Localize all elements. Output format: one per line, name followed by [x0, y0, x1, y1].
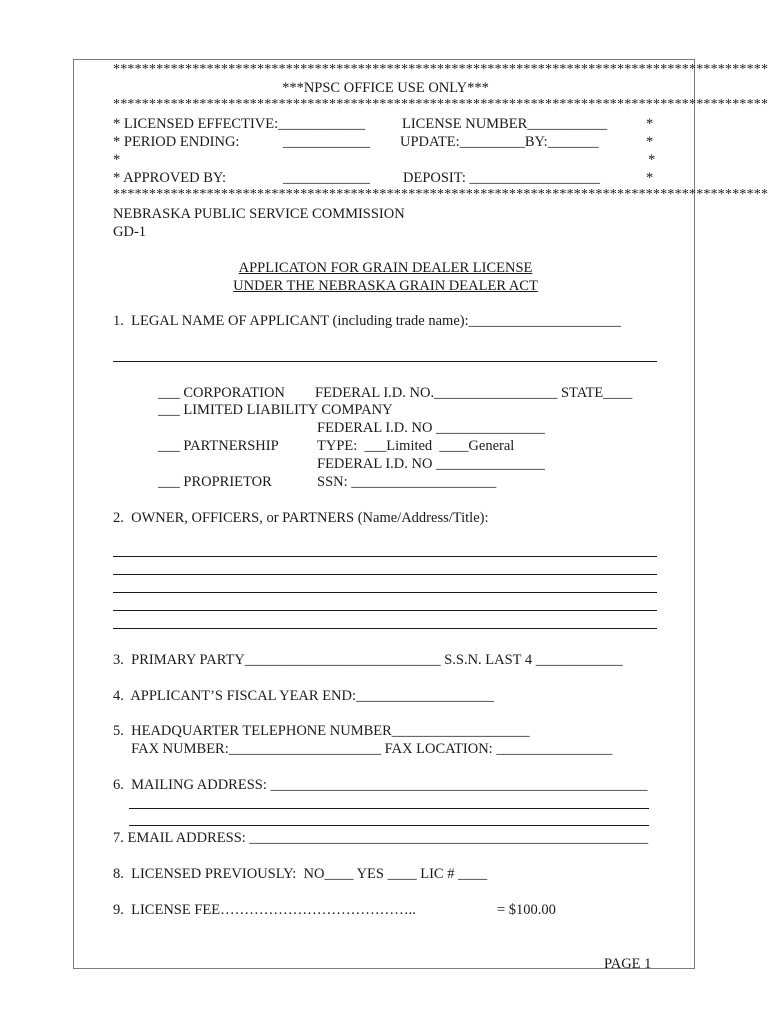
form-title-line1: APPLICATON FOR GRAIN DEALER LICENSE: [238, 260, 533, 276]
period-ending-field[interactable]: ____________: [283, 134, 370, 150]
llc-option[interactable]: ___ LIMITED LIABILITY COMPANY: [158, 402, 393, 418]
licensed-effective-field[interactable]: * LICENSED EFFECTIVE:____________: [113, 116, 366, 132]
star-margin: *: [646, 134, 654, 150]
office-use-title: ***NPSC OFFICE USE ONLY***: [282, 80, 489, 96]
star-margin: *: [113, 152, 121, 168]
corporation-option[interactable]: ___ CORPORATION: [158, 385, 285, 401]
fax-field[interactable]: FAX NUMBER:_____________________ FAX LOCATION: ________________: [113, 741, 613, 757]
page-number: PAGE 1: [604, 956, 652, 972]
star-divider: *******************************************************************************************: [113, 62, 769, 77]
owners-line[interactable]: [113, 574, 657, 575]
owners-line[interactable]: [113, 628, 657, 629]
mailing-address-line[interactable]: [129, 808, 649, 809]
llc-federal-id-field[interactable]: FEDERAL I.D. NO _______________: [317, 420, 545, 436]
corporation-federal-id-field[interactable]: FEDERAL I.D. NO._________________ STATE____: [315, 385, 633, 401]
mailing-address-line[interactable]: [129, 825, 649, 826]
period-ending-label: * PERIOD ENDING:: [113, 134, 240, 150]
partnership-federal-id-field[interactable]: FEDERAL I.D. NO _______________: [317, 456, 545, 472]
deposit-field[interactable]: DEPOSIT: __________________: [403, 170, 601, 186]
hq-telephone-field[interactable]: 5. HEADQUARTER TELEPHONE NUMBER___________________: [113, 723, 530, 739]
legal-name-line[interactable]: [113, 361, 657, 362]
partnership-type-field[interactable]: TYPE: ___Limited ____General: [317, 438, 515, 454]
form-title-line2: UNDER THE NEBRASKA GRAIN DEALER ACT: [233, 278, 538, 294]
owners-line[interactable]: [113, 610, 657, 611]
license-fee-amount: = $100.00: [497, 902, 556, 918]
star-margin: *: [648, 152, 656, 168]
legal-name-field[interactable]: 1. LEGAL NAME OF APPLICANT (including trade name):_____________________: [113, 313, 621, 329]
proprietor-option[interactable]: ___ PROPRIETOR: [158, 474, 272, 490]
license-fee-label: 9. LICENSE FEE…………………………………..: [113, 902, 416, 918]
primary-party-field[interactable]: 3. PRIMARY PARTY___________________________ S.S.N. LAST 4 ____________: [113, 652, 623, 668]
partnership-option[interactable]: ___ PARTNERSHIP: [158, 438, 279, 454]
licensed-previously-field[interactable]: 8. LICENSED PREVIOUSLY: NO____ YES ____ LIC # ____: [113, 866, 488, 882]
star-margin: *: [646, 116, 654, 132]
mailing-address-field[interactable]: 6. MAILING ADDRESS: ____________________________________________________: [113, 777, 648, 793]
email-address-field[interactable]: 7. EMAIL ADDRESS: _______________________________________________________: [113, 830, 649, 846]
form-id: GD-1: [113, 224, 147, 240]
approved-by-label: * APPROVED BY:: [113, 170, 227, 186]
update-by-field[interactable]: UPDATE:_________BY:_______: [400, 134, 599, 150]
owners-line[interactable]: [113, 556, 657, 557]
star-margin: *: [646, 170, 654, 186]
license-number-field[interactable]: LICENSE NUMBER___________: [402, 116, 608, 132]
owners-line[interactable]: [113, 592, 657, 593]
ssn-field[interactable]: SSN: ____________________: [317, 474, 497, 490]
fiscal-year-end-field[interactable]: 4. APPLICANT’S FISCAL YEAR END:___________________: [113, 688, 494, 704]
owners-officers-label: 2. OWNER, OFFICERS, or PARTNERS (Name/Address/Title):: [113, 510, 489, 526]
approved-by-field[interactable]: ____________: [283, 170, 370, 186]
agency-name: NEBRASKA PUBLIC SERVICE COMMISSION: [113, 206, 405, 222]
star-divider: *******************************************************************************************: [113, 97, 769, 112]
star-divider: *******************************************************************************************: [113, 187, 769, 202]
